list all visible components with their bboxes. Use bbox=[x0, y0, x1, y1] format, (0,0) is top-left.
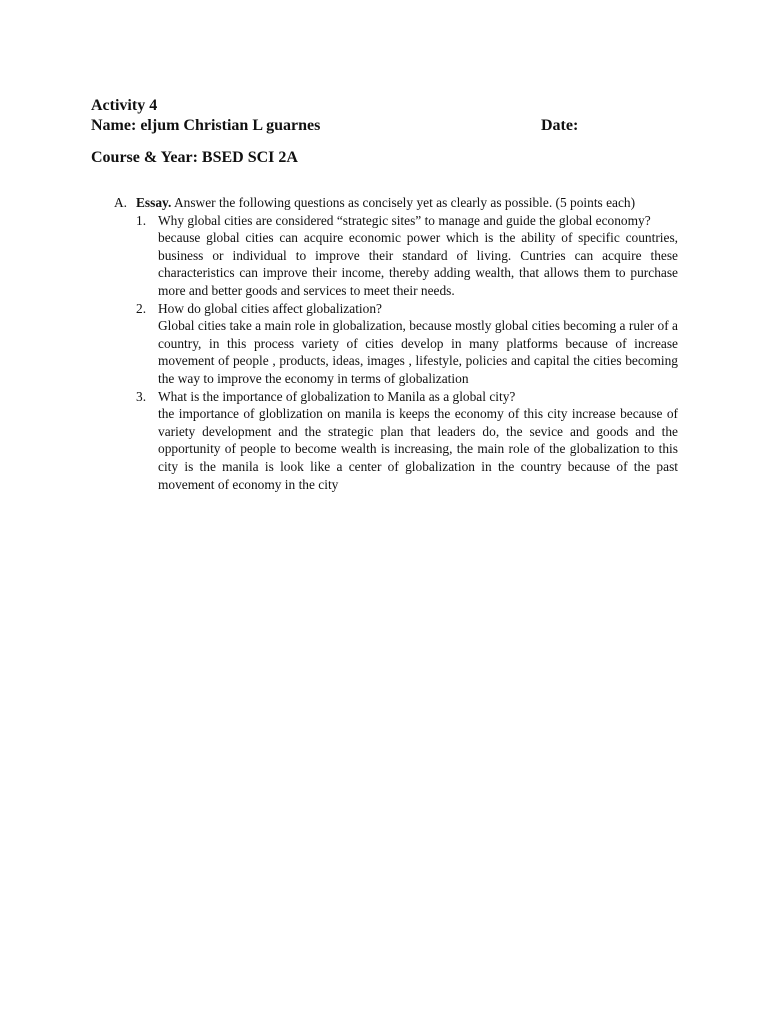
answer-text: Global cities take a main role in globalization, because mostly global cities becoming a ruler of a country, in this process variety of cities develop in many platforms because of increase movement of people , products, ideas, images , lifestyle, policies and capital the cities becoming the way to improve the economy in terms of globalization bbox=[158, 318, 678, 386]
question-item bbox=[136, 300, 678, 388]
course-year: Course & Year: BSED SCI 2A bbox=[91, 149, 298, 166]
question-text: Why global cities are considered “strategic sites” to manage and guide the global economy? bbox=[158, 212, 651, 228]
question-list bbox=[136, 212, 678, 494]
answer-text: the importance of globlization on manila is keeps the economy of this city increase because of variety development and the strategic plan that leaders do, the sevice and goods and the opportunity of people to become wealth is increasing, the main role of the globalization to this city is the manila is look like a center of globalization in the country because of the past movement of economy in the city bbox=[158, 406, 678, 492]
section-instructions: Answer the following questions as concisely yet as clearly as possible. (5 points each) bbox=[173, 195, 636, 210]
date-label: Date: bbox=[541, 117, 579, 134]
question-number: 3. bbox=[136, 388, 147, 404]
section-instructions-block bbox=[136, 194, 678, 493]
section-marker: A. bbox=[114, 195, 128, 210]
answer-text: because global cities can acquire economic power which is the ability of specific countries, business or individual to improve their standard of living. Cuntries can acquire these characteristics can improve their income, thereby adding wealth, that allows them to purchase more and better goods and services to meet their needs. bbox=[158, 230, 678, 298]
student-name: Name: eljum Christian L guarnes bbox=[91, 117, 321, 134]
question-text: What is the importance of globalization to Manila as a global city? bbox=[158, 388, 516, 404]
question-number: 1. bbox=[136, 212, 147, 228]
question-item bbox=[136, 388, 678, 494]
question-number: 2. bbox=[136, 300, 147, 316]
question-text: How do global cities affect globalization? bbox=[158, 300, 382, 316]
activity-title: Activity 4 bbox=[91, 97, 158, 114]
question-item bbox=[136, 212, 678, 300]
essay-section bbox=[114, 194, 678, 493]
section-title: Essay. bbox=[136, 195, 172, 210]
